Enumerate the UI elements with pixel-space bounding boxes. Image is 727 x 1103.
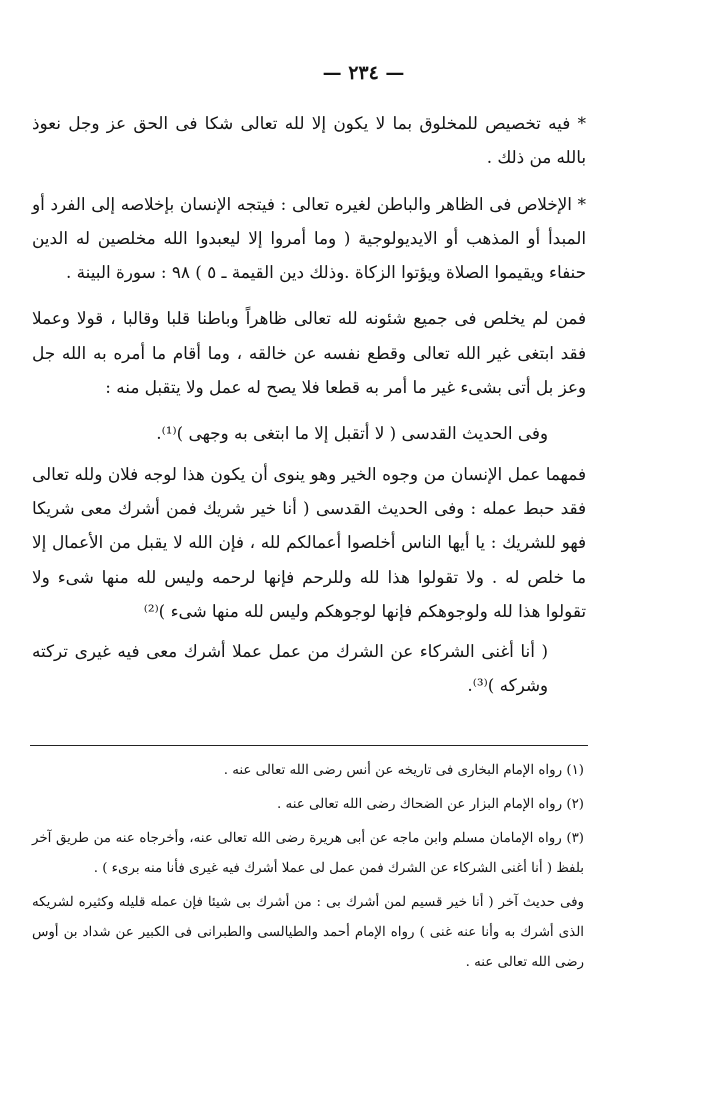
- footnote-2: (٢) رواه الإمام البزار عن الضحاك رضى الله تعالى عنه .: [277, 797, 584, 812]
- paragraph-good-deeds: فمهما عمل الإنسان من وجوه الخير وهو ينوى أن يكون هذا لوجه فلان ولله تعالى فقد حبط عمله : وفى الحديث القدسى ( أنا خير شريك فمن أشرك معى شريكا فهو للشريك : يا أيها الناس أخلصوا أعمالكم لله ، فإن الله لا يقبل من الأعمال إلا ما خلص له . ولا تقولوا هذا لله وللرحم فإنها لرحمه وليس لله منها شىء ولا تقولوا هذا لله ولوجوهكم فإنها لوجوهكم وليس لله منها شىء )⁽²⁾: [32, 463, 586, 621]
- paragraph-hadith-richest: ( أنا أغنى الشركاء عن الشرك من عمل عملا أشرك معى فيه غيرى تركته وشركه )⁽³⁾.: [32, 641, 548, 696]
- paragraph-sincerity: * الإخلاص فى الظاهر والباطن لغيره تعالى : فيتجه الإنسان بإخلاصه إلى الفرد أو المبدأ أو المذهب أو الايديولوجية ( وما أمروا إلا ليعبدوا الله مخلصين له الدين حنفاء ويقيموا الصلاة ويؤتوا الزكاة .وذلك دين القيمة ـ ٥ ) ٩٨ : سورة البينة .: [32, 193, 586, 283]
- footnote-3-continued: وفى حديث آخر ( أنا خير قسيم لمن أشرك بى : من أشرك بى شيئا فإن عمله قليله وكثيره لشريكه الذى أشرك به وأنا عنه غنى ) رواه الإمام أحمد والطيالسى والطبرانى فى الكبير عن شداد بن أوس رضى الله تعالى عنه .: [32, 895, 584, 970]
- paragraph-hadith-qudsi-1: وفى الحديث القدسى ( لا أتقبل إلا ما ابتغى به وجهى )⁽¹⁾.: [156, 423, 548, 444]
- main-text: [32, 106, 586, 715]
- footnotes: [32, 756, 584, 982]
- page-number: — ٢٣٤ —: [322, 62, 405, 84]
- paragraph-whoever-not-sincere: فمن لم يخلص فى جميع شئونه لله تعالى ظاهراً وباطنا قلبا وقالبا ، قولا وعملا فقد ابتغى غير الله تعالى وقطع نفسه عن خالقه ، وما أقام ما أمره به الله جل وعز بل أتى بشىء غير ما أمر به قطعا فلا يصح له عمل ولا يتقبل منه :: [32, 308, 586, 398]
- paragraph-specification: * فيه تخصيص للمخلوق بما لا يكون إلا لله تعالى شكا فى الحق عز وجل نعوذ بالله من ذلك .: [32, 113, 586, 168]
- footnote-3: (٣) رواه الإمامان مسلم وابن ماجه عن أبى هريرة رضى الله تعالى عنه، وأخرجاه عنه من طريق آخر بلفظ ( أنا أغنى الشركاء عن الشرك فمن عمل لى عملا أشرك فيه غيرى فأنا منه برىء ) .: [32, 831, 584, 876]
- footnote-divider: [30, 745, 588, 746]
- footnote-1: (١) رواه الإمام البخارى فى تاريخه عن أنس رضى الله تعالى عنه .: [223, 763, 584, 778]
